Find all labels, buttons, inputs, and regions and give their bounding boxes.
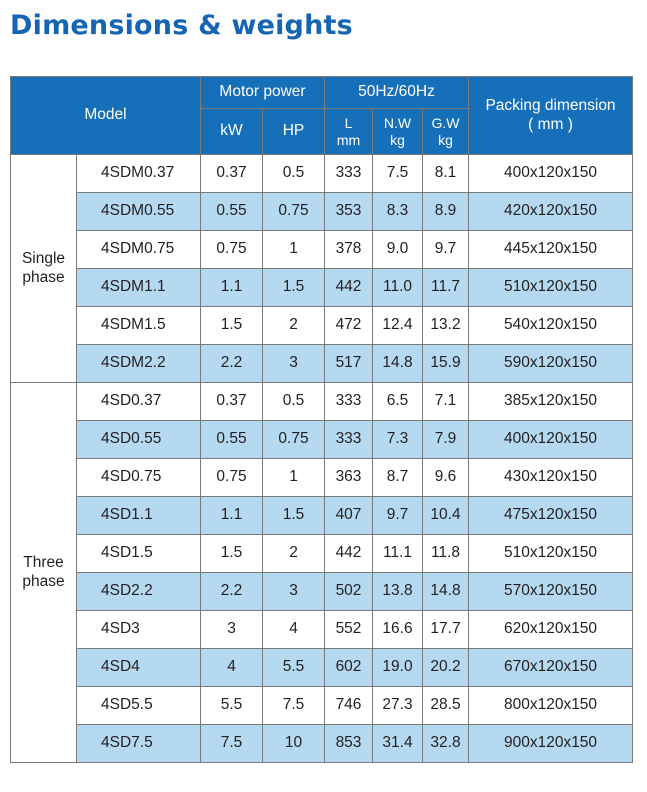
cell-packing-dimension: 510x120x150 — [469, 269, 633, 307]
cell-kw: 2.2 — [201, 345, 263, 383]
cell-gross-weight: 15.9 — [423, 345, 469, 383]
cell-kw: 5.5 — [201, 687, 263, 725]
cell-length: 363 — [325, 459, 373, 497]
cell-kw: 1.5 — [201, 307, 263, 345]
header-model: Model — [11, 77, 201, 155]
header-length — [325, 109, 373, 155]
table-row — [11, 231, 633, 269]
header-gross-weight — [423, 109, 469, 155]
cell-hp: 7.5 — [263, 687, 325, 725]
cell-gross-weight: 20.2 — [423, 649, 469, 687]
cell-gross-weight: 9.6 — [423, 459, 469, 497]
cell-length: 517 — [325, 345, 373, 383]
cell-hp: 0.75 — [263, 421, 325, 459]
cell-gross-weight: 28.5 — [423, 687, 469, 725]
cell-packing-dimension: 590x120x150 — [469, 345, 633, 383]
cell-model: 4SD1.1 — [77, 497, 201, 535]
cell-length: 472 — [325, 307, 373, 345]
cell-model: 4SDM1.5 — [77, 307, 201, 345]
phase-group-label — [11, 155, 77, 383]
cell-hp: 4 — [263, 611, 325, 649]
cell-gross-weight: 11.8 — [423, 535, 469, 573]
cell-length: 378 — [325, 231, 373, 269]
cell-hp: 5.5 — [263, 649, 325, 687]
table-row — [11, 307, 633, 345]
cell-kw: 0.75 — [201, 231, 263, 269]
cell-model: 4SDM1.1 — [77, 269, 201, 307]
cell-gross-weight: 7.9 — [423, 421, 469, 459]
cell-net-weight: 19.0 — [373, 649, 423, 687]
cell-kw: 0.75 — [201, 459, 263, 497]
cell-kw: 1.5 — [201, 535, 263, 573]
cell-hp: 10 — [263, 725, 325, 763]
cell-hp: 2 — [263, 307, 325, 345]
table-row — [11, 649, 633, 687]
cell-length: 442 — [325, 269, 373, 307]
cell-gross-weight: 7.1 — [423, 383, 469, 421]
cell-gross-weight: 32.8 — [423, 725, 469, 763]
cell-model: 4SD0.55 — [77, 421, 201, 459]
cell-hp: 0.75 — [263, 193, 325, 231]
cell-length: 407 — [325, 497, 373, 535]
cell-packing-dimension: 400x120x150 — [469, 421, 633, 459]
header-gross-weight-unit: kg — [438, 131, 453, 148]
cell-model: 4SD7.5 — [77, 725, 201, 763]
cell-gross-weight: 9.7 — [423, 231, 469, 269]
table-row — [11, 193, 633, 231]
cell-length: 602 — [325, 649, 373, 687]
cell-kw: 1.1 — [201, 269, 263, 307]
cell-gross-weight: 8.9 — [423, 193, 469, 231]
cell-hp: 3 — [263, 573, 325, 611]
cell-packing-dimension: 400x120x150 — [469, 155, 633, 193]
cell-packing-dimension: 510x120x150 — [469, 535, 633, 573]
cell-model: 4SD0.75 — [77, 459, 201, 497]
cell-hp: 0.5 — [263, 383, 325, 421]
cell-packing-dimension: 385x120x150 — [469, 383, 633, 421]
cell-gross-weight: 8.1 — [423, 155, 469, 193]
table-row — [11, 535, 633, 573]
dimensions-weights-table — [10, 76, 633, 763]
cell-gross-weight: 13.2 — [423, 307, 469, 345]
cell-hp: 1 — [263, 459, 325, 497]
cell-net-weight: 27.3 — [373, 687, 423, 725]
cell-net-weight: 12.4 — [373, 307, 423, 345]
cell-net-weight: 8.3 — [373, 193, 423, 231]
cell-length: 353 — [325, 193, 373, 231]
cell-hp: 1.5 — [263, 269, 325, 307]
cell-hp: 2 — [263, 535, 325, 573]
cell-net-weight: 13.8 — [373, 573, 423, 611]
cell-packing-dimension: 430x120x150 — [469, 459, 633, 497]
table-row — [11, 421, 633, 459]
cell-net-weight: 31.4 — [373, 725, 423, 763]
header-kw: kW — [201, 109, 263, 155]
cell-packing-dimension: 800x120x150 — [469, 687, 633, 725]
cell-length: 853 — [325, 725, 373, 763]
cell-packing-dimension: 670x120x150 — [469, 649, 633, 687]
cell-hp: 1.5 — [263, 497, 325, 535]
cell-net-weight: 14.8 — [373, 345, 423, 383]
cell-kw: 0.55 — [201, 193, 263, 231]
cell-net-weight: 7.5 — [373, 155, 423, 193]
header-length-unit: mm — [336, 131, 361, 148]
cell-model: 4SDM0.55 — [77, 193, 201, 231]
cell-packing-dimension: 900x120x150 — [469, 725, 633, 763]
cell-kw: 0.37 — [201, 383, 263, 421]
cell-kw: 7.5 — [201, 725, 263, 763]
cell-hp: 3 — [263, 345, 325, 383]
cell-packing-dimension: 540x120x150 — [469, 307, 633, 345]
phase-label-line: phase — [22, 268, 65, 286]
cell-length: 333 — [325, 383, 373, 421]
phase-group-label — [11, 383, 77, 763]
cell-length: 552 — [325, 611, 373, 649]
header-packing-label: Packing dimension — [485, 96, 616, 114]
cell-model: 4SDM2.2 — [77, 345, 201, 383]
header-frequency: 50Hz/60Hz — [325, 77, 469, 109]
cell-packing-dimension: 420x120x150 — [469, 193, 633, 231]
cell-gross-weight: 17.7 — [423, 611, 469, 649]
table-row — [11, 383, 633, 421]
table-row — [11, 725, 633, 763]
cell-kw: 4 — [201, 649, 263, 687]
cell-packing-dimension: 445x120x150 — [469, 231, 633, 269]
header-net-weight-unit: kg — [390, 131, 405, 148]
cell-net-weight: 11.1 — [373, 535, 423, 573]
cell-kw: 2.2 — [201, 573, 263, 611]
table-row — [11, 611, 633, 649]
phase-label-line: Single — [21, 249, 66, 267]
cell-net-weight: 7.3 — [373, 421, 423, 459]
header-gross-weight-label: G.W — [431, 114, 460, 131]
header-length-label: L — [344, 114, 353, 131]
cell-length: 333 — [325, 421, 373, 459]
cell-model: 4SD2.2 — [77, 573, 201, 611]
header-row-1 — [11, 77, 633, 109]
header-hp: HP — [263, 109, 325, 155]
cell-model: 4SD1.5 — [77, 535, 201, 573]
phase-label-line: Three — [23, 553, 64, 571]
cell-model: 4SD0.37 — [77, 383, 201, 421]
table-row — [11, 573, 633, 611]
cell-packing-dimension: 475x120x150 — [469, 497, 633, 535]
cell-hp: 1 — [263, 231, 325, 269]
header-packing-dimension — [469, 77, 633, 155]
cell-gross-weight: 14.8 — [423, 573, 469, 611]
cell-model: 4SDM0.75 — [77, 231, 201, 269]
header-net-weight-label: N.W — [383, 114, 412, 131]
cell-model: 4SD5.5 — [77, 687, 201, 725]
table-row — [11, 345, 633, 383]
cell-net-weight: 6.5 — [373, 383, 423, 421]
cell-kw: 1.1 — [201, 497, 263, 535]
page-title: Dimensions & weights — [10, 10, 353, 41]
cell-model: 4SD4 — [77, 649, 201, 687]
table-row — [11, 269, 633, 307]
cell-packing-dimension: 620x120x150 — [469, 611, 633, 649]
cell-model: 4SDM0.37 — [77, 155, 201, 193]
cell-model: 4SD3 — [77, 611, 201, 649]
cell-net-weight: 8.7 — [373, 459, 423, 497]
table-row — [11, 687, 633, 725]
cell-packing-dimension: 570x120x150 — [469, 573, 633, 611]
cell-net-weight: 9.0 — [373, 231, 423, 269]
header-net-weight — [373, 109, 423, 155]
header-packing-unit: ( mm ) — [528, 115, 573, 133]
cell-net-weight: 11.0 — [373, 269, 423, 307]
cell-gross-weight: 10.4 — [423, 497, 469, 535]
cell-kw: 0.37 — [201, 155, 263, 193]
table-row — [11, 155, 633, 193]
table-row — [11, 459, 633, 497]
cell-net-weight: 16.6 — [373, 611, 423, 649]
cell-net-weight: 9.7 — [373, 497, 423, 535]
cell-kw: 3 — [201, 611, 263, 649]
cell-length: 442 — [325, 535, 373, 573]
header-motor-power: Motor power — [201, 77, 325, 109]
cell-length: 502 — [325, 573, 373, 611]
phase-label-line: phase — [22, 572, 65, 590]
cell-hp: 0.5 — [263, 155, 325, 193]
cell-gross-weight: 11.7 — [423, 269, 469, 307]
table-row — [11, 497, 633, 535]
cell-kw: 0.55 — [201, 421, 263, 459]
cell-length: 746 — [325, 687, 373, 725]
cell-length: 333 — [325, 155, 373, 193]
